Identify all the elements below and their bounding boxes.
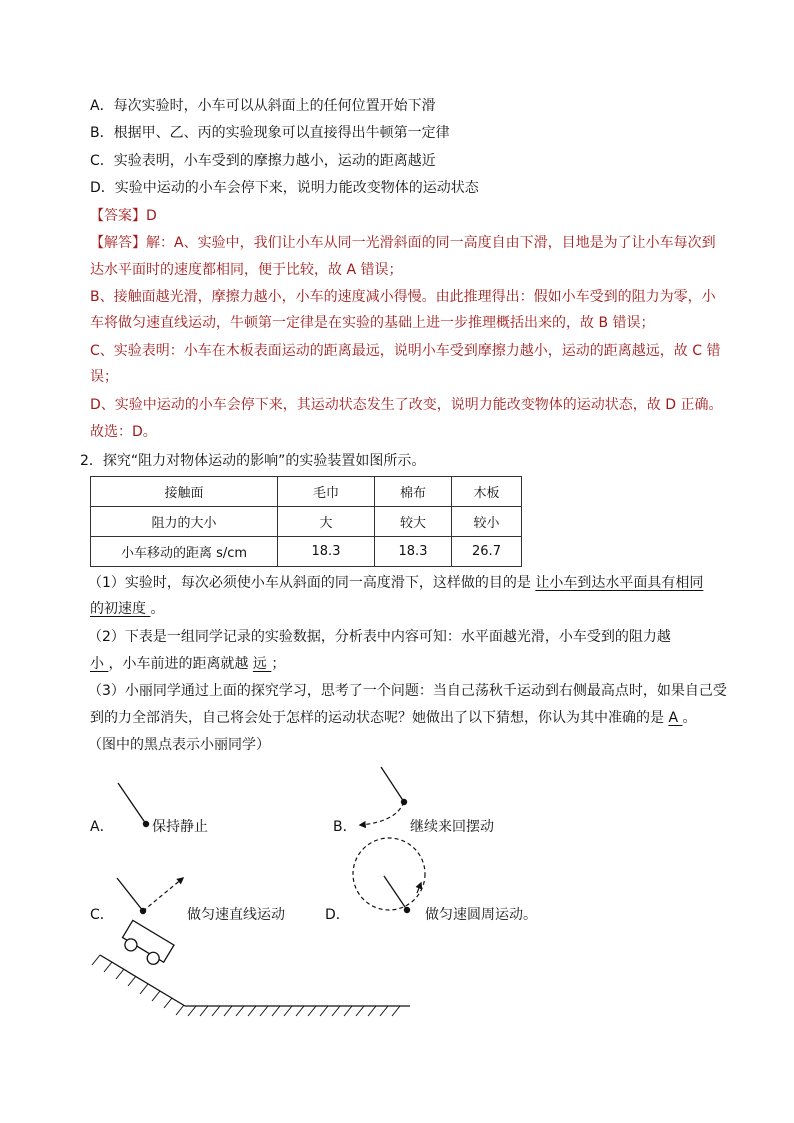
diagram-a-text: 保持静止: [152, 819, 208, 835]
diagram-b-figure: [360, 767, 407, 825]
part-2-answer-1: 小: [90, 656, 109, 672]
option-b: B．根据甲、乙、丙的实验现象可以直接得出牛顿第一定律: [90, 125, 450, 141]
diagram-c-label: C．: [90, 907, 114, 923]
analysis-line-2: 达水平面时的速度都相同，便于比较，故 A 错误；: [90, 262, 403, 278]
option-c: C．实验表明，小车受到的摩擦力越小，运动的距离越近: [90, 153, 436, 169]
question-2-title: 2．探究“阻力对物体运动的影响”的实验装置如图所示。: [80, 453, 426, 469]
diagram-c-figure: [117, 878, 183, 914]
analysis-line-1: 【解答】解：A、实验中，我们让小车从同一光滑斜面的同一高度自由下滑，目地是为了让小车每次到: [90, 235, 716, 251]
table-cell: 18.3: [278, 537, 375, 567]
table-header-cell: 棉布: [375, 477, 452, 507]
analysis-line-6: 误；: [90, 369, 118, 385]
table-cell: 大: [278, 507, 375, 537]
table-header-cell: 毛巾: [278, 477, 375, 507]
analysis-line-7: D、实验中运动的小车会停下来，其运动状态发生了改变，说明力能改变物体的运动状态，故 D 正确。: [90, 397, 723, 413]
diagram-c-text: 做匀速直线运动: [187, 907, 285, 923]
part-3-note: （图中的黑点表示小丽同学）: [88, 737, 270, 753]
table-header-cell: 接触面: [91, 477, 278, 507]
table-cell: 较大: [375, 507, 452, 537]
part-2-line-1: （2）下表是一组同学记录的实验数据，分析表中内容可知：水平面越光滑，小车受到的阻力越: [88, 629, 671, 645]
diagram-a-figure: [118, 783, 149, 827]
diagram-d-figure: [353, 838, 425, 913]
analysis-line-4: 车将做匀速直线运动，牛顿第一定律是在实验的基础上进一步推理概括出来的，故 B 错误；: [90, 315, 655, 331]
diagram-a-label: A．: [90, 819, 114, 835]
part-1-end: 。: [150, 601, 165, 617]
diagram-b-label: B．: [333, 819, 357, 835]
diagram-d-text: 做匀速圆周运动。: [425, 907, 537, 923]
part-1-answer-a: 让小车到达水平面具有相同: [535, 575, 704, 591]
part-2-answer-2: 远: [252, 656, 272, 672]
table-cell: 阻力的大小: [91, 507, 278, 537]
table-cell: 较小: [452, 507, 522, 537]
part-2-end: ；: [271, 656, 286, 672]
answer-line: 【答案】D: [90, 208, 157, 224]
table-header-cell: 木板: [452, 477, 522, 507]
option-a: A．每次实验时，小车可以从斜面上的任何位置开始下滑: [90, 98, 436, 114]
table-cell: 18.3: [375, 537, 452, 567]
analysis-line-5: C、实验表明：小车在木板表面运动的距离最远，说明小车受到摩擦力越小，运动的距离越远，故 C 错: [90, 343, 721, 359]
part-3-answer: A: [668, 710, 683, 726]
part-1-answer-b: 的初速度: [90, 601, 151, 617]
option-d: D．实验中运动的小车会停下来，说明力能改变物体的运动状态: [90, 180, 479, 196]
table-cell: 小车移动的距离 s/cm: [91, 537, 278, 567]
analysis-line-8: 故选：D。: [90, 424, 157, 440]
part-2-mid: ，小车前进的距离就越: [108, 656, 253, 672]
part-3-line-1: （3）小丽同学通过上面的探究学习，思考了一个问题：当自己荡秋千运动到右侧最高点时，如果自己受: [88, 683, 727, 699]
analysis-line-3: B、接触面越光滑，摩擦力越小，小车的速度减小得慢。由此推理得出：假如小车受到的阻力为零，小: [90, 289, 716, 305]
table-cell: 26.7: [452, 537, 522, 567]
part-1-text: （1）实验时，每次必须使小车从斜面的同一高度滑下，这样做的目的是: [88, 575, 536, 591]
diagram-b-text: 继续来回摆动: [410, 819, 494, 835]
diagram-d-label: D．: [325, 907, 350, 923]
part-3-end: 。: [682, 710, 697, 726]
part-3-text: 到的力全部消失，自己将会处于怎样的运动状态呢？她做出了以下猜想，你认为其中准确的是: [90, 710, 669, 726]
incline-cart-figure: [92, 920, 410, 1016]
